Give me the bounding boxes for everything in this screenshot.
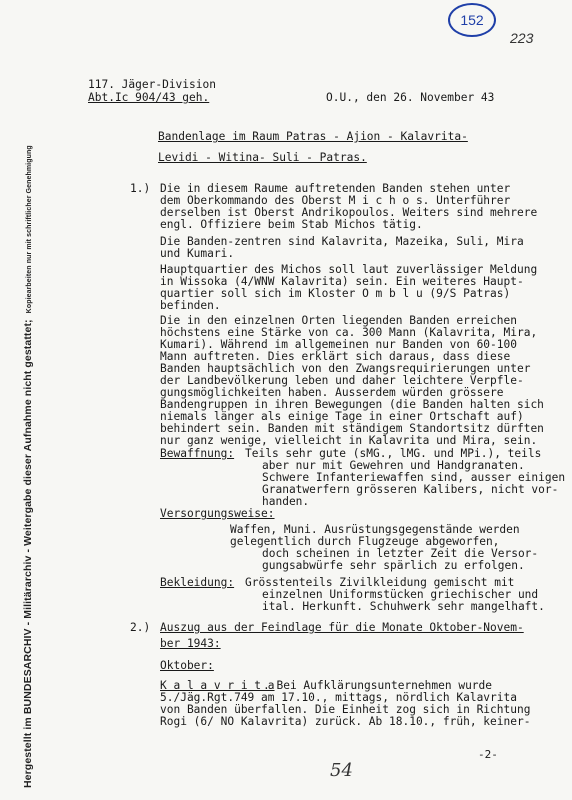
paragraph-line: Banden hauptsächlich von den Zwangsrequirierungen unter: [160, 362, 531, 375]
paragraph-line: gelegentlich durch Flugzeuge abgeworfen,: [230, 535, 500, 548]
paragraph-line: Kumari). Während im allgemeinen nur Banden von 60-100: [160, 338, 517, 351]
section-1-marker: 1.): [130, 182, 151, 195]
paragraph-line: und Kumari.: [160, 247, 235, 260]
paragraph-line: Hauptquartier des Michos soll laut zuverlässiger Meldung: [160, 263, 538, 276]
paragraph-line: befinden.: [160, 299, 221, 312]
paragraph-line: gungsmöglichkeiten haben. Ausserdem würden grössere: [160, 386, 504, 399]
section-2-marker: 2.): [130, 621, 151, 634]
paragraph-line: gungsabwürfe sehr spärlich zu erfolgen.: [262, 559, 525, 572]
paragraph-line: behindert sein. Banden mit ständigem Standortsitz dürften: [160, 422, 544, 435]
bewaffnung-label: Bewaffnung:: [160, 447, 235, 460]
bekleidung-label: Bekleidung:: [160, 576, 235, 589]
paragraph-line: von Banden überfallen. Die Einheit zog sich in Richtung: [160, 703, 531, 716]
paragraph-line: . Bei Aufklärungsunternehmen wurde: [263, 679, 493, 692]
reference-number: Abt.Ic 904/43 geh.: [88, 91, 210, 104]
paragraph-line: Granatwerfern grösseren Kalibers, nicht vor-: [262, 483, 559, 496]
paragraph-line: Bandengruppen in ihren Bewegungen (die Banden halten sich: [160, 398, 544, 411]
section-2-heading-1: Auszug aus der Feindlage für die Monate Oktober-Novem-: [160, 621, 524, 634]
section-2-heading-2: ber 1943:: [160, 637, 221, 650]
kalavrita-label: K a l a v r i t a: [160, 679, 275, 692]
paragraph-line: niemals länger als einige Tage in einer Ortschaft auf): [160, 410, 524, 423]
paragraph-line: doch scheinen in letzter Zeit die Versor-: [262, 547, 539, 560]
paragraph-line: handen.: [262, 495, 310, 508]
page-footer-number: -2-: [478, 748, 498, 761]
paragraph-line: Die in den einzelnen Orten liegenden Banden erreichen: [160, 314, 517, 327]
paragraph-line: Die Banden-zentren sind Kalavrita, Mazeika, Suli, Mira: [160, 235, 524, 248]
paragraph-line: aber nur mit Gewehren und Handgranaten.: [262, 459, 525, 472]
paragraph-line: ital. Herkunft. Schuhwerk sehr mangelhaft.: [262, 600, 545, 613]
title-line-1: Bandenlage im Raum Patras - Ajion - Kalavrita-: [158, 130, 468, 143]
division-name: 117. Jäger-Division: [88, 78, 216, 91]
paragraph-line: quartier soll sich im Kloster O m b l u (9/S Patras): [160, 287, 511, 300]
archive-number-stamp: 152: [448, 3, 496, 37]
paragraph-line: derselben ist Oberst Andrikopoulos. Weiters sind mehrere: [160, 206, 538, 219]
paragraph-line: in Wissoka (4/WNW Kalavrita) sein. Ein weiteres Haupt-: [160, 275, 524, 288]
paragraph-line: Schwere Infanteriewaffen sind, ausser einigen: [262, 471, 566, 484]
month-subheading: Oktober:: [160, 659, 214, 672]
paragraph-line: dem Oberkommando des Oberst M i c h o s. Unterführer: [160, 194, 511, 207]
title-line-2: Levidi - Witina- Suli - Patras.: [158, 151, 367, 164]
paragraph-line: der Landbevölkerung leben und daher leichtere Verpfle-: [160, 374, 524, 387]
paragraph-line: Mann auftreten. Dies erklärt sich daraus, dass diese: [160, 350, 511, 363]
paragraph-line: Die in diesem Raume auftretenden Banden stehen unter: [160, 182, 511, 195]
side-stamp-small: Kopiearbeiten nur mit schriftlicher Genehmigung: [26, 145, 33, 314]
paragraph-line: Waffen, Muni. Ausrüstungsgegenstände werden: [230, 523, 520, 536]
paragraph-line: engl. Offiziere beim Stab Michos tätig.: [160, 218, 423, 231]
paragraph-line: höchstens eine Stärke von ca. 300 Mann (Kalavrita, Mira,: [160, 326, 538, 339]
side-stamp-main: Hergestellt im BUNDESARCHIV - Militärarchiv - Weitergabe dieser Aufnahme nicht gestattet;: [22, 319, 34, 788]
sheet-number: 223: [510, 30, 534, 46]
paragraph-line: 5./Jäg.Rgt.749 am 17.10., mittags, nördlich Kalavrita: [160, 691, 517, 704]
place-date: O.U., den 26. November 43: [326, 91, 495, 104]
paragraph-line: Rogi (6/ NO Kalavrita) zurück. Ab 18.10., früh, keiner-: [160, 715, 531, 728]
paragraph-line: Grösstenteils Zivilkleidung gemischt mit: [245, 576, 515, 589]
handwritten-page-number: 54: [330, 760, 353, 781]
versorgung-label: Versorgungsweise:: [160, 507, 275, 520]
paragraph-line: Teils sehr gute (sMG., lMG. und MPi.), teils: [245, 447, 542, 460]
paragraph-line: nur ganz wenige, vielleicht in Kalavrita und Mira, sein.: [160, 434, 538, 447]
archive-side-stamp: [22, 145, 34, 788]
paragraph-line: einzelnen Uniformstücken griechischer und: [262, 588, 539, 601]
